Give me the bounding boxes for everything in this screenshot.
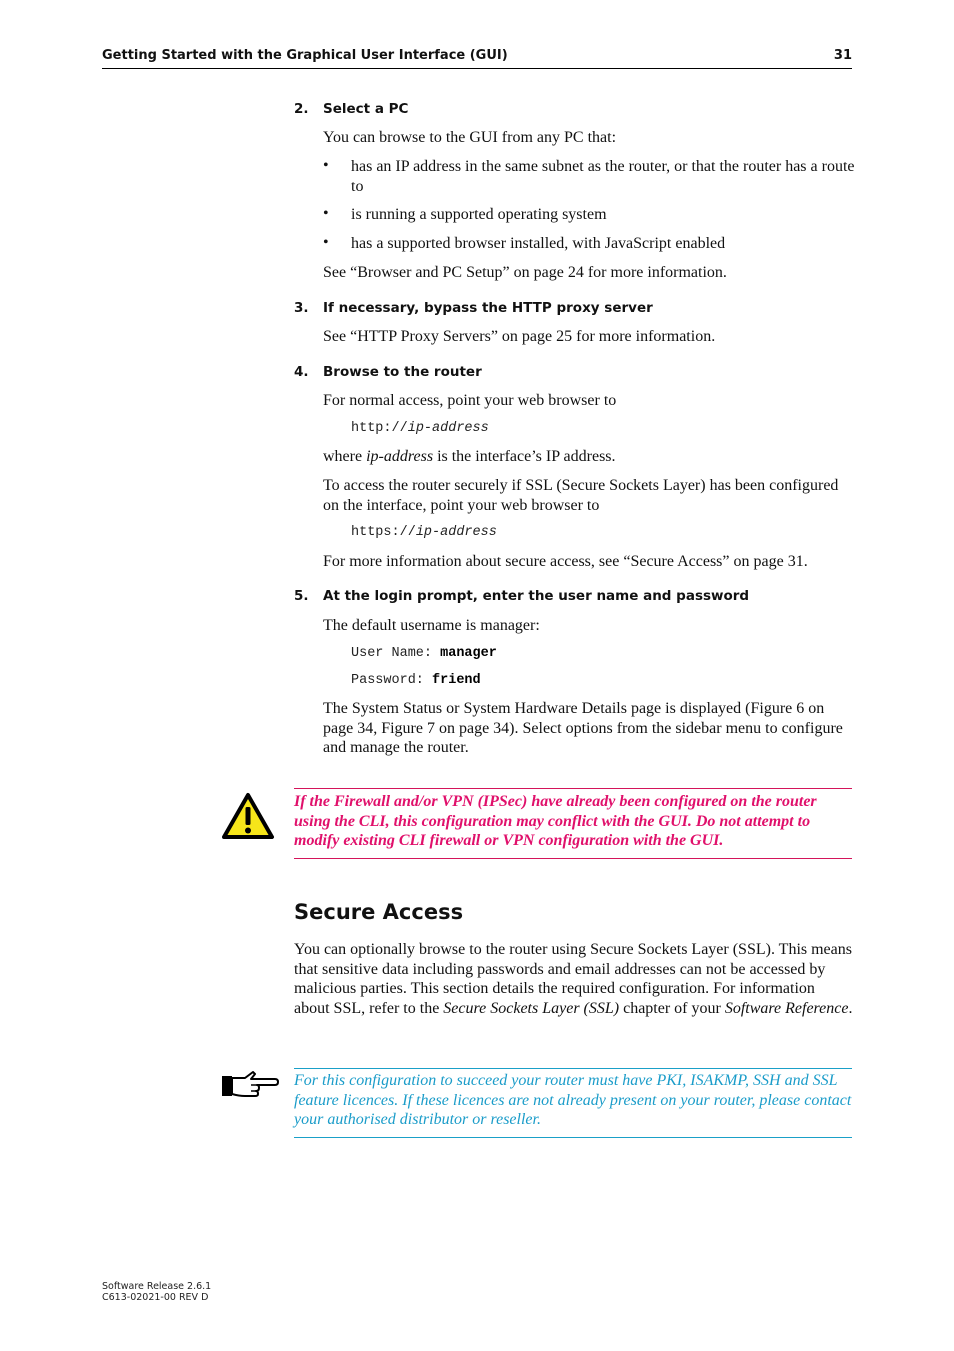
bullet-marker: • bbox=[323, 205, 329, 222]
pointing-hand-icon bbox=[221, 1068, 279, 1100]
bullet-marker: • bbox=[323, 234, 329, 251]
note-text: For this configuration to succeed your router must have PKI, ISAKMP, SSH and SSL feature licences. If these licences are not already present on your router, please contact your authorised distributor or reseller. bbox=[294, 1072, 852, 1128]
bullet-marker: • bbox=[323, 157, 329, 174]
warning-text: If the Firewall and/or VPN (IPSec) have already been configured on the router using the CLI, this configuration may conflict with the GUI. Do not attempt to modify existing CLI firewall or VPN configuration with the GUI. bbox=[294, 793, 817, 849]
warning-bottom-rule bbox=[294, 858, 852, 859]
warning-triangle-icon bbox=[221, 792, 275, 840]
warning-top-rule bbox=[294, 788, 852, 789]
step-4-where-text: where ip-address is the interface’s IP address. bbox=[323, 448, 616, 465]
step-4-more-info: For more information about secure access, see “Secure Access” on page 31. bbox=[323, 553, 808, 570]
bullet-item-2: is running a supported operating system bbox=[351, 206, 607, 223]
step-4-ssl-text: To access the router securely if SSL (Secure Sockets Layer) has been configured on the interface, point your web browser to bbox=[323, 477, 839, 514]
section-body: You can optionally browse to the router using Secure Sockets Layer (SSL). This means that sensitive data including passwords and email addresses can not be accessed by malicious parties. This section details the required configuration. For information about SSL, refer to the Secure Sockets Layer (SSL) chapter of your Software Reference. bbox=[294, 941, 853, 1017]
footer-release: Software Release 2.6.1 bbox=[102, 1281, 212, 1292]
step-3-title: 3. If necessary, bypass the HTTP proxy server bbox=[294, 300, 653, 316]
step-5-default-user: The default username is manager: bbox=[323, 617, 540, 634]
step-4-normal-access: For normal access, point your web browser to bbox=[323, 392, 617, 409]
step-2-intro: You can browse to the GUI from any PC that: bbox=[323, 129, 617, 146]
header-rule bbox=[102, 68, 852, 69]
section-heading: Secure Access bbox=[294, 900, 464, 924]
step-5-result: The System Status or System Hardware Details page is displayed (Figure 6 on page 34, Figure 7 on page 34). Select options from the sidebar menu to configure and manage the router. bbox=[323, 700, 843, 756]
step-2-see-also: See “Browser and PC Setup” on page 24 for more information. bbox=[323, 264, 727, 281]
footer bbox=[102, 1281, 211, 1303]
step-5-title: 5. At the login prompt, enter the user name and password bbox=[294, 588, 750, 604]
step-2-title: 2. Select a PC bbox=[294, 101, 409, 117]
page-number: 31 bbox=[833, 48, 852, 63]
footer-doc-id: C613-02021-00 REV D bbox=[102, 1292, 209, 1303]
bullet-item-3: has a supported browser installed, with JavaScript enabled bbox=[351, 235, 726, 252]
step-3-see-also: See “HTTP Proxy Servers” on page 25 for more information. bbox=[323, 328, 716, 345]
note-bottom-rule bbox=[294, 1137, 852, 1138]
http-url-code: http://ip-address bbox=[351, 421, 489, 436]
bullet-item-1: has an IP address in the same subnet as the router, or that the router has a route to bbox=[351, 158, 855, 195]
password-code: Password: friend bbox=[351, 673, 481, 688]
note-top-rule bbox=[294, 1068, 852, 1069]
username-code: User Name: manager bbox=[351, 646, 497, 661]
https-url-code: https://ip-address bbox=[351, 525, 497, 540]
running-title: Getting Started with the Graphical User Interface (GUI) bbox=[102, 48, 508, 63]
step-4-title: 4. Browse to the router bbox=[294, 364, 482, 380]
